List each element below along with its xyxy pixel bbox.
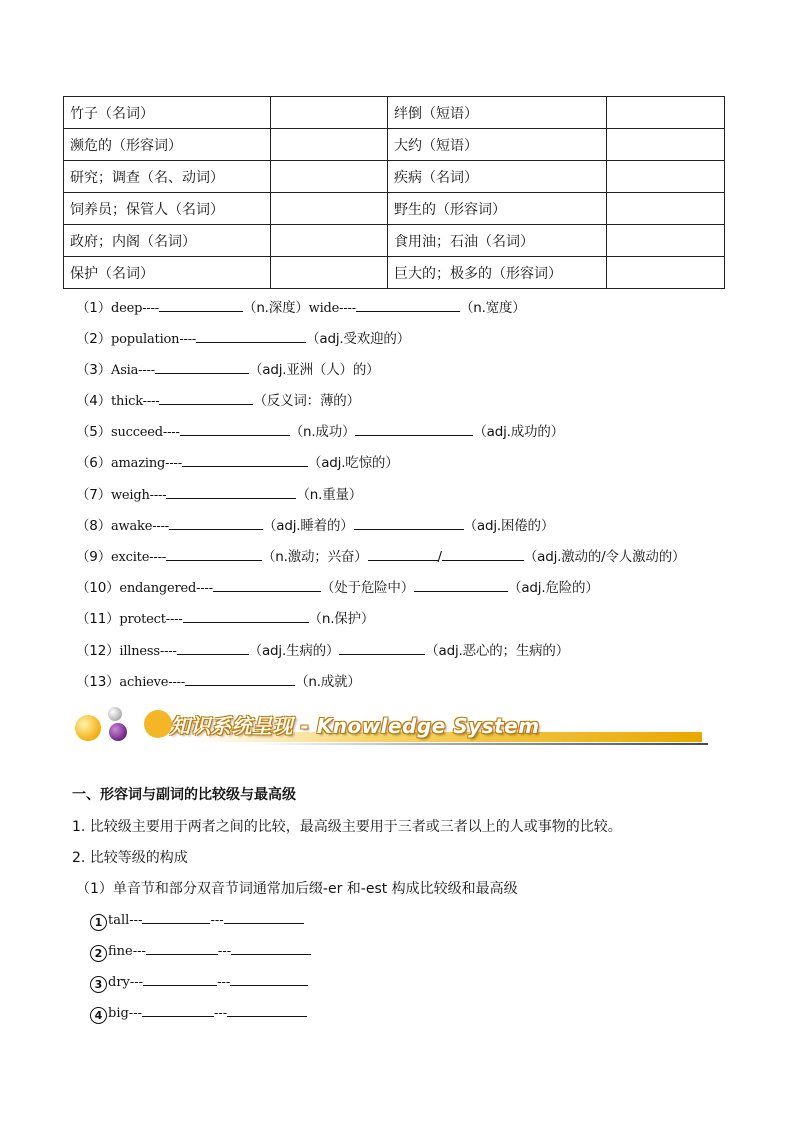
exercise-word: awake----: [111, 519, 169, 534]
exercise-hint: （n.保护）: [308, 611, 375, 627]
exercise-line: [76, 607, 374, 627]
exercise-word: Asia----: [111, 363, 155, 378]
exercise-number: （1）: [76, 300, 111, 316]
exercise-hint: （n.激动；兴奋）: [261, 549, 368, 565]
exercise-number: （10）: [76, 580, 120, 596]
answer-blank[interactable]: [354, 516, 464, 530]
answer-blank[interactable]: [142, 1003, 214, 1017]
answer-blank[interactable]: [177, 641, 249, 655]
item-separator: ---: [217, 944, 232, 959]
answer-blank[interactable]: [182, 453, 308, 467]
answer-blank[interactable]: [142, 910, 210, 924]
list-item: [90, 972, 308, 993]
exercise-word: deep----: [111, 301, 160, 316]
answer-blank[interactable]: [213, 578, 321, 592]
answer-blank[interactable]: [230, 972, 308, 986]
exercise-number: （9）: [76, 549, 111, 565]
letter-badge-icon: [144, 710, 172, 738]
exercise-word: weigh----: [111, 488, 167, 503]
exercise-hint: （处于危险中）: [320, 580, 415, 596]
list-item: [90, 1003, 307, 1024]
vocab-prompt: 食用油；石油（名词）: [388, 225, 607, 257]
vocab-prompt: 饲养员；保管人（名词）: [64, 193, 271, 225]
exercise-line: [76, 639, 569, 659]
item-word: tall---: [108, 913, 143, 928]
answer-blank[interactable]: [159, 391, 253, 405]
table-row: [64, 161, 725, 193]
vocab-prompt: 大约（短语）: [388, 129, 607, 161]
exercise-number: （13）: [76, 674, 120, 690]
vocab-prompt: 野生的（形容词）: [388, 193, 607, 225]
exercise-hint: （n.重量）: [296, 487, 363, 503]
exercise-hint: （n.深度）: [243, 300, 309, 316]
answer-blank[interactable]: [368, 547, 438, 561]
exercise-line: [76, 358, 379, 378]
answer-blank[interactable]: [155, 360, 249, 374]
grey-circle-icon: [108, 707, 122, 721]
answer-cell[interactable]: [271, 193, 388, 225]
answer-blank[interactable]: [143, 972, 217, 986]
answer-blank[interactable]: [231, 941, 311, 955]
exercise-word: achieve----: [119, 675, 186, 690]
knowledge-point: 1. 比较级主要用于两者之间的比较，最高级主要用于三者或三者以上的人或事物的比较。: [72, 819, 622, 835]
vocab-prompt: 濒危的（形容词）: [64, 129, 271, 161]
answer-blank[interactable]: [339, 641, 425, 655]
exercise-hint: （n.宽度）: [459, 300, 526, 316]
answer-cell[interactable]: [607, 193, 725, 225]
exercise-line: [76, 327, 410, 347]
table-row: [64, 193, 725, 225]
item-separator: ---: [210, 913, 224, 928]
item-word: fine---: [108, 944, 146, 959]
exercise-hint: （adj.吃惊的）: [307, 455, 399, 471]
exercise-hint: （adj.睡着的）: [262, 518, 354, 534]
exercise-line: [76, 451, 399, 471]
exercise-word: illness----: [119, 644, 177, 659]
exercise-word: excite----: [111, 550, 166, 565]
banner-title: 知识系统呈现 - Knowledge System: [170, 714, 540, 738]
exercise-word: thick----: [111, 394, 160, 409]
item-word: big---: [108, 1006, 142, 1021]
answer-blank[interactable]: [196, 329, 306, 343]
table-row: [64, 97, 725, 129]
exercise-number: （7）: [76, 487, 111, 503]
list-item: [90, 910, 304, 931]
grey-rule: [254, 743, 708, 745]
exercise-word: wide----: [308, 301, 356, 316]
answer-cell[interactable]: [271, 129, 388, 161]
answer-blank[interactable]: [169, 516, 263, 530]
answer-blank[interactable]: [355, 422, 473, 436]
answer-cell[interactable]: [607, 129, 725, 161]
exercise-line: [76, 545, 685, 565]
answer-blank[interactable]: [146, 941, 218, 955]
exercise-hint: （adj.困倦的）: [463, 518, 555, 534]
exercise-word: amazing----: [111, 456, 182, 471]
answer-blank[interactable]: [185, 672, 295, 686]
answer-blank[interactable]: [224, 910, 304, 924]
circled-number: 2: [90, 945, 107, 962]
exercise-number: （6）: [76, 455, 111, 471]
vocabulary-table: [63, 96, 725, 289]
circled-number: 4: [90, 1007, 107, 1024]
exercise-line: [76, 483, 362, 503]
answer-cell[interactable]: [607, 225, 725, 257]
vocab-prompt: 绊倒（短语）: [388, 97, 607, 129]
answer-blank[interactable]: [166, 485, 296, 499]
exercise-word: endangered----: [119, 581, 213, 596]
exercise-hint: （n.成功）: [289, 424, 356, 440]
exercise-word: population----: [111, 332, 197, 347]
vocab-prompt: 巨大的；极多的（形容词）: [388, 257, 607, 289]
gold-circle-icon: [75, 715, 101, 741]
exercise-line: [76, 576, 599, 596]
exercise-hint: （adj.成功的）: [473, 424, 564, 440]
list-item: [90, 941, 311, 962]
exercise-line: [76, 514, 554, 534]
answer-blank[interactable]: [414, 578, 508, 592]
exercise-word: succeed----: [111, 425, 180, 440]
exercise-hint: （n.成就）: [295, 674, 361, 690]
answer-blank[interactable]: [227, 1003, 307, 1017]
answer-cell[interactable]: [271, 225, 388, 257]
item-separator: ---: [213, 1006, 228, 1021]
exercise-hint: （反义词：薄的）: [253, 393, 360, 409]
exercise-number: （8）: [76, 518, 111, 534]
exercise-hint: （adj.危险的）: [508, 580, 599, 596]
item-separator: ---: [217, 975, 231, 990]
section-title: 一、形容词与副词的比较级与最高级: [72, 787, 296, 803]
exercise-hint: （adj.激动的/令人激动的）: [523, 549, 686, 565]
answer-cell[interactable]: [607, 97, 725, 129]
answer-blank[interactable]: [356, 298, 460, 312]
exercise-word: protect----: [119, 612, 183, 627]
table-row: [64, 129, 725, 161]
exercise-line: [76, 389, 360, 409]
exercise-hint: （adj.生病的）: [248, 643, 340, 659]
knowledge-subpoint: （1）单音节和部分双音节词通常加后缀-er 和-est 构成比较级和最高级: [76, 881, 518, 897]
answer-blank[interactable]: [159, 298, 243, 312]
exercise-number: （4）: [76, 393, 111, 409]
exercise-number: （12）: [76, 643, 120, 659]
vocab-prompt: 疾病（名词）: [388, 161, 607, 193]
purple-circle-icon: [109, 723, 127, 741]
answer-cell[interactable]: [607, 257, 725, 289]
exercise-hint: （adj.受欢迎的）: [306, 331, 410, 347]
exercise-number: （5）: [76, 424, 111, 440]
answer-blank[interactable]: [180, 422, 290, 436]
exercise-hint: （adj.亚洲（人）的）: [248, 362, 380, 378]
answer-cell[interactable]: [271, 161, 388, 193]
exercise-number: （11）: [76, 611, 120, 627]
exercise-line: [76, 420, 564, 440]
table-row: [64, 225, 725, 257]
knowledge-point: 2. 比较等级的构成: [72, 850, 188, 866]
knowledge-system-banner: [74, 702, 708, 752]
answer-cell[interactable]: [271, 97, 388, 129]
answer-cell[interactable]: [271, 257, 388, 289]
exercise-line: [76, 296, 526, 316]
answer-blank[interactable]: [166, 547, 262, 561]
answer-blank[interactable]: [183, 609, 309, 623]
exercise-line: [76, 670, 361, 690]
vocab-prompt: 竹子（名词）: [64, 97, 271, 129]
exercise-hint: （adj.恶心的；生病的）: [425, 643, 570, 659]
answer-cell[interactable]: [607, 161, 725, 193]
answer-blank[interactable]: [442, 547, 524, 561]
exercise-number: （3）: [76, 362, 111, 378]
exercise-number: （2）: [76, 331, 111, 347]
vocab-prompt: 政府；内阁（名词）: [64, 225, 271, 257]
vocab-prompt: 保护（名词）: [64, 257, 271, 289]
circled-number: 3: [90, 976, 107, 993]
circled-number: 1: [90, 914, 107, 931]
exercise-separator: /: [437, 549, 442, 565]
table-row: [64, 257, 725, 289]
item-word: dry---: [108, 975, 144, 990]
vocab-prompt: 研究；调查（名、动词）: [64, 161, 271, 193]
